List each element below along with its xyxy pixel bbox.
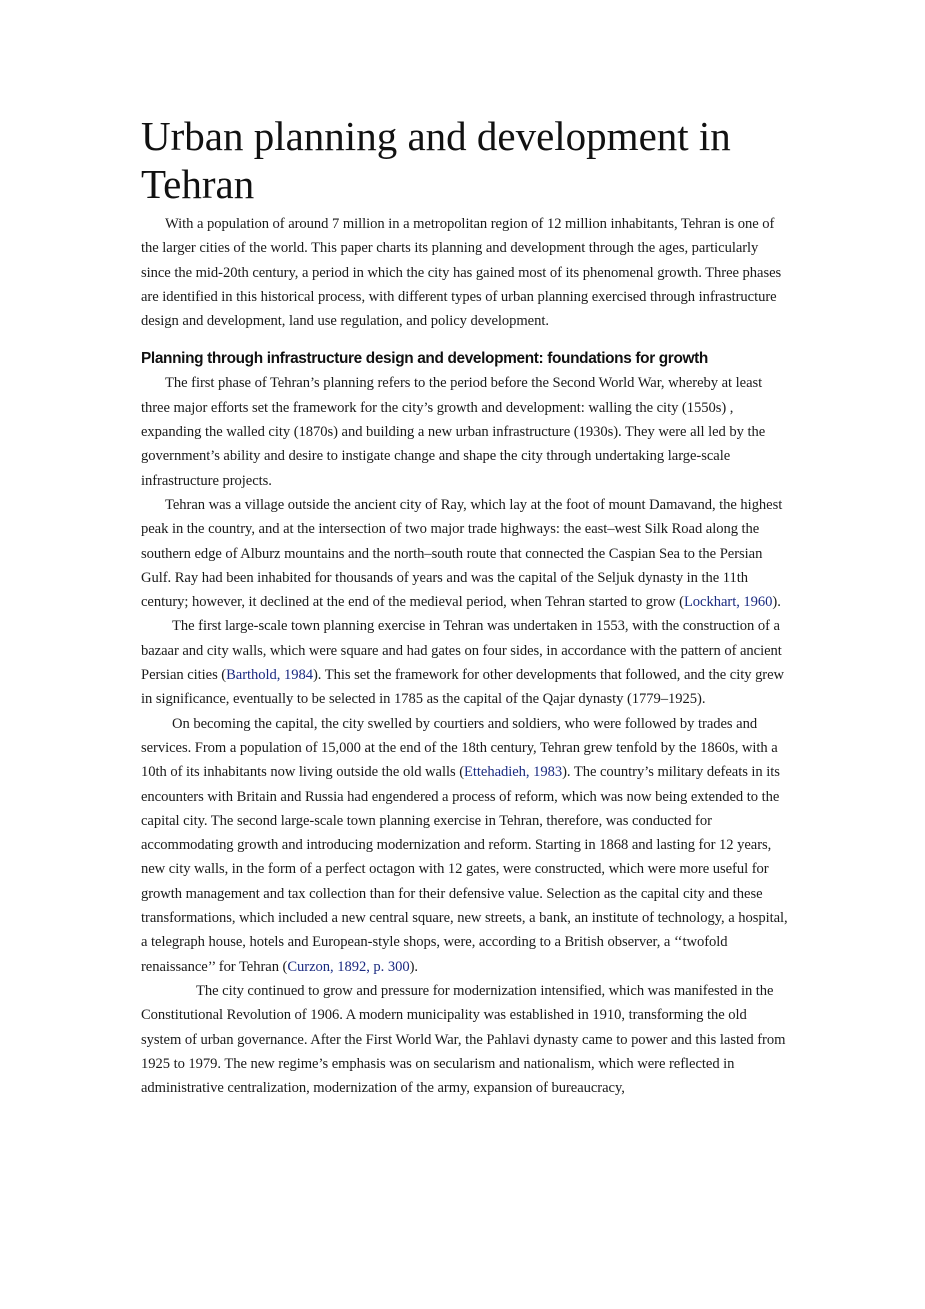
section-heading: Planning through infrastructure design and development: foundations for growth [141, 350, 708, 368]
paragraph-4-text: On becoming the capital, the city swelled by courtiers and soldiers, who were followed by trades and services. From a population of 15,000 at the end of the 18th century, Tehran grew tenfold by the 1860s, with a 10th of its inhabitants now living outside the old walls ( [141, 715, 778, 781]
paragraph-4-middle: ). The country’s military defeats in its encounters with Britain and Russia had engendered a process of reform, which was now being extended to the capital city. The second large-scale town planning exercise in Tehran, therefore, was conducted for accommodating growth and introducing modernization and reform. Starting in 1868 and lasting for 12 years, new city walls, in the form of a perfect octagon with 12 gates, were constructed, which were more useful for growth management and tax collection than for their defensive value. Selection as the capital city and these transformations, which included a new central square, new streets, a bank, an institute of technology, a hospital, a telegraph house, hotels and European-style shops, were, according to a British observer, a ‘‘twofold renaissance’’ for Tehran ( [141, 764, 788, 975]
paragraph-2 [141, 493, 789, 614]
paragraph-2-end: ). [772, 594, 781, 611]
document-page [141, 112, 789, 1100]
citation-curzon-link[interactable]: Curzon, 1892, p. 300 [287, 958, 410, 975]
paragraph-4 [141, 712, 789, 979]
paragraph-3 [141, 614, 789, 711]
abstract-paragraph: With a population of around 7 million in a metropolitan region of 12 million inhabitants, Tehran is one of the larger cities of the world. This paper charts its planning and development through the ages, particularly since the mid-20th century, a period in which the city has gained most of its phenomenal growth. Three phases are identified in this historical process, with different types of urban planning exercised through infrastructure design and development, land use regulation, and policy development. [141, 216, 782, 330]
paragraph-2-text: Tehran was a village outside the ancient city of Ray, which lay at the foot of mount Damavand, the highest peak in the country, and at the intersection of two major trade highways: the east–west Silk Road along the southern edge of Alburz mountains and the north–south route that connected the Caspian Sea to the Persian Gulf. Ray had been inhabited for thousands of years and was the capital of the Seljuk dynasty in the 11th century; however, it declined at the end of the medieval period, when Tehran started to grow ( [141, 496, 783, 611]
paragraph-4-end: ). [409, 958, 419, 975]
citation-ettehadieh-link[interactable]: Ettehadieh, 1983 [464, 764, 563, 781]
citation-lockhart-link[interactable]: Lockhart, 1960 [683, 594, 773, 611]
paragraph-3-text: The first large-scale town planning exercise in Tehran was undertaken in 1553, with the construction of a bazaar and city walls, which were square and had gates on four sides, in accordance with the pattern of ancient Persian cities ( [141, 618, 782, 684]
paragraph-5: The city continued to grow and pressure for modernization intensified, which was manifested in the Constitutional Revolution of 1906. A modern municipality was established in 1910, transforming the old system of urban governance. After the First World War, the Pahlavi dynasty came to power and this lasted from 1925 to 1979. The new regime’s emphasis was on secularism and nationalism, which were reflected in administrative centralization, modernization of the army, expansion of bureaucracy, [141, 982, 786, 1097]
citation-barthold-link[interactable]: Barthold, 1984 [226, 667, 313, 684]
paragraph-1: The first phase of Tehran’s planning refers to the period before the Second World War, whereby at least three major efforts set the framework for the city’s growth and development: walling the city (1550s) , expanding the walled city (1870s) and building a new urban infrastructure (1930s). They were all led by the government’s ability and desire to instigate change and shape the city through undertaking large-scale infrastructure projects. [141, 375, 766, 489]
document-title: Urban planning and development in Tehran [141, 113, 731, 207]
paragraph-3-end: ). This set the framework for other developments that followed, and the city grew in significance, eventually to be selected in 1785 as the capital of the Qajar dynasty (1779–1925). [141, 667, 785, 708]
